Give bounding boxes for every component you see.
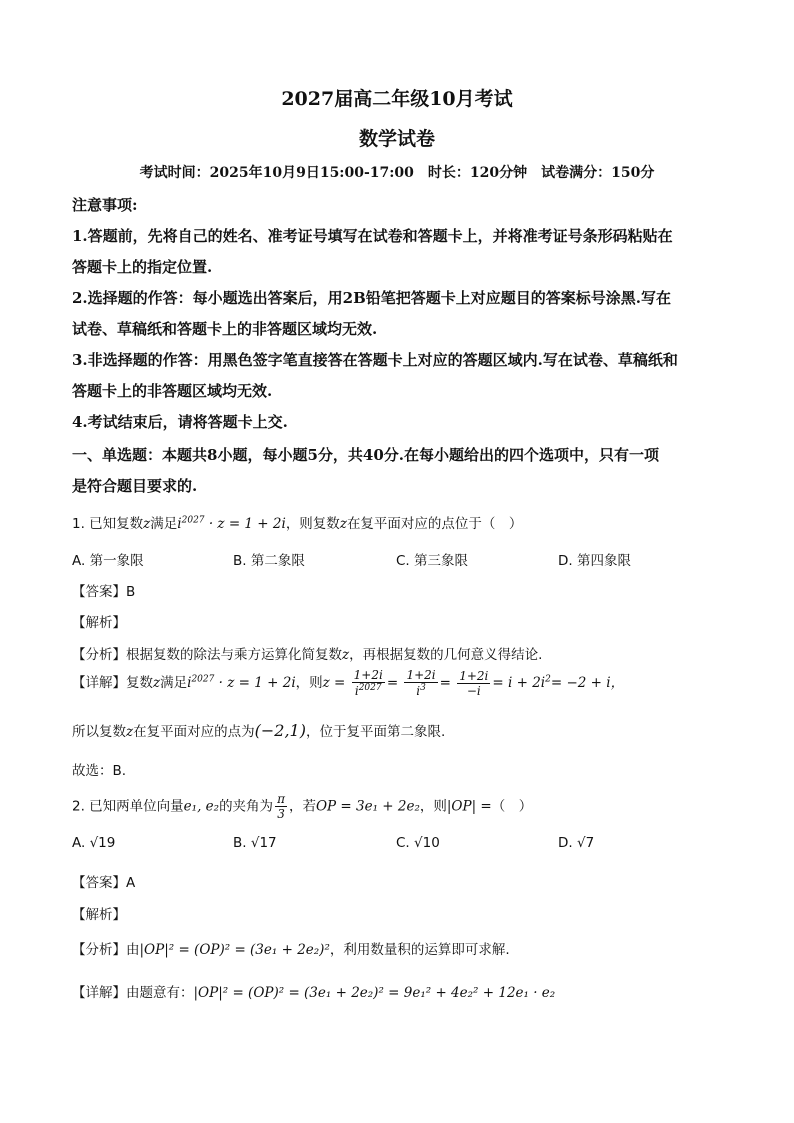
notice-item: 1.答题前，先将自己的姓名、准考证号填写在试卷和答题卡上，并将准考证号条形码粘贴在 <box>72 227 673 245</box>
conclusion-text: ，位于复平面第二象限. <box>305 724 446 740</box>
imag-unit: i <box>177 516 182 532</box>
answer-tag: 【答案】 <box>72 584 126 600</box>
equation: |OP|² = (OP)² = (3e₁ + 2e₂)² <box>139 942 330 958</box>
fenxi-text: ，利用数量积的运算即可求解. <box>329 942 510 958</box>
notice-item: 答题卡上的指定位置. <box>72 258 213 276</box>
answer-value: A <box>126 875 136 891</box>
conclusion-text: 所以复数 <box>72 724 126 740</box>
q2-option-a: A. √19 <box>72 835 116 851</box>
var-z: z <box>339 516 347 532</box>
q2-stem-text: 的夹角为 <box>219 798 274 815</box>
xj-text: 由题意有： <box>126 985 194 1001</box>
q1-answer <box>72 580 135 600</box>
var-z: z <box>153 675 161 691</box>
q2-stem <box>72 792 532 821</box>
notice-item: 4.考试结束后，请将答题卡上交. <box>72 413 288 431</box>
denominator <box>404 683 437 698</box>
q1-condition <box>177 516 286 532</box>
equation: OP = 3e₁ + 2e₂ <box>315 798 420 815</box>
exponent: 2027 <box>181 515 205 526</box>
q1-option-d: D. 第四象限 <box>558 553 631 569</box>
numerator: 1+2i <box>353 668 383 682</box>
section-heading: 一、单选题：本题共8小题，每小题5分，共40分.在每小题给出的四个选项中，只有一项 <box>72 446 659 464</box>
var-z: z <box>143 516 151 532</box>
equation: = −2 + i， <box>550 675 625 691</box>
q1-conclusion <box>72 720 445 740</box>
numerator: 1+2i <box>459 668 489 683</box>
q2-answer <box>72 871 135 891</box>
section-heading-cont: 是符合题目要求的. <box>72 477 198 495</box>
q2-stem-text: 2. 已知两单位向量 <box>72 798 184 815</box>
q2-stem-text: ，若 <box>288 798 316 815</box>
xj-text: 满足 <box>160 675 188 691</box>
imag-unit: i <box>187 675 192 691</box>
notice-heading: 注意事项: <box>72 196 138 214</box>
vectors: e₁, e₂ <box>183 798 220 815</box>
notice-item: 3.非选择题的作答：用黑色签字笔直接答在答题卡上对应的答题区域内.写在试卷、草稿纸和 <box>72 351 678 369</box>
q1-condition <box>187 675 296 691</box>
imag-unit: i <box>354 684 359 698</box>
q2-option-c: C. √10 <box>396 835 440 851</box>
answer-tag: 【答案】 <box>72 875 126 891</box>
fraction <box>275 792 287 821</box>
xiangjie-tag: 【详解】 <box>72 675 126 691</box>
fraction <box>457 669 490 698</box>
q1-fenxi <box>72 643 542 663</box>
var-z: z <box>342 647 350 663</box>
denominator: −i <box>466 683 481 698</box>
fenxi-text: 根据复数的除法与乘方运算化简复数 <box>126 647 342 663</box>
equation: |OP|² = (OP)² = (3e₁ + 2e₂)² = 9e₁² + 4e₂² + 12e₁ · e₂ <box>193 985 556 1001</box>
q1-stem-text: 满足 <box>150 516 178 532</box>
exponent: 2 <box>545 674 551 685</box>
q1-stem-text: 在复平面对应的点位于（ ） <box>346 516 523 532</box>
q2-stem-text: （ ） <box>491 798 533 815</box>
xj-text: ，则 <box>295 675 323 691</box>
numerator: 1+2i <box>406 668 436 682</box>
fenxi-tag: 【分析】 <box>72 942 126 958</box>
var-z: z <box>126 724 134 740</box>
exponent: 2027 <box>358 683 382 693</box>
q1-option-a: A. 第一象限 <box>72 553 144 569</box>
fenxi-tag: 【分析】 <box>72 647 126 663</box>
equation: · z = 1 + 2i <box>208 516 286 532</box>
q1-stem-text: 1. 已知复数 <box>72 516 144 532</box>
q2-fenxi <box>72 938 510 958</box>
denominator: 3 <box>277 807 285 821</box>
fenxi-text: ，再根据复数的几何意义得结论. <box>349 647 543 663</box>
exam-subtitle: 数学试卷 <box>358 128 435 150</box>
exam-title: 2027届高二年级10月考试 <box>281 88 513 110</box>
equation: · z = 1 + 2i <box>218 675 296 691</box>
q1-final: 故选：B. <box>72 763 127 779</box>
q1-option-c: C. 第三象限 <box>396 553 469 569</box>
q1-xiangjie: 【详解】复数z满足$i^{2027} \cdot z = 1 + 2i$，则z = $\frac{1+2i}{i^{2027}}$ = $\frac{1+2i}{i^3}$ = $\frac{1+2i}{-i}$ = $i + 2i^2= -2 + i$， <box>72 668 625 698</box>
fraction <box>404 668 437 698</box>
imag-unit: i <box>416 684 421 698</box>
q2-stem-text: ，则 <box>419 798 447 815</box>
denominator <box>352 683 385 698</box>
q2-analysis-tag: 【解析】 <box>72 907 126 923</box>
notice-item: 2.选择题的作答：每小题选出答案后，用2B铅笔把答题卡上对应题目的答案标号涂黑.写在 <box>72 289 672 307</box>
conclusion-text: 在复平面对应的点为 <box>133 724 255 740</box>
answer-value: B <box>126 584 136 600</box>
equation: z = <box>322 675 346 691</box>
fraction <box>352 668 385 698</box>
q1-option-b: B. 第二象限 <box>233 553 305 569</box>
fenxi-text: 由 <box>126 942 140 958</box>
q2-xiangjie <box>72 981 555 1001</box>
q1-stem-text: ，则复数 <box>285 516 340 532</box>
equation: |OP| = <box>446 798 492 815</box>
exponent: 2027 <box>191 674 215 685</box>
q2-option-d: D. √7 <box>558 835 595 851</box>
xiangjie-tag: 【详解】 <box>72 985 126 1001</box>
exponent: 3 <box>420 683 426 693</box>
exam-meta: 考试时间：2025年10月9日15:00-17:00 时长：120分钟 试卷满分：150分 <box>139 165 655 181</box>
numerator: π <box>277 792 285 806</box>
q2-option-b: B. √17 <box>233 835 277 851</box>
q1-stem <box>72 512 522 532</box>
xj-text: 复数 <box>126 675 153 691</box>
q1-analysis-tag: 【解析】 <box>72 615 126 631</box>
notice-item: 答题卡上的非答题区域均无效. <box>72 382 273 400</box>
equation: = i + 2i <box>492 675 546 691</box>
notice-item: 试卷、草稿纸和答题卡上的非答题区域均无效. <box>72 320 378 338</box>
point-coordinate: (−2,1) <box>254 721 306 740</box>
